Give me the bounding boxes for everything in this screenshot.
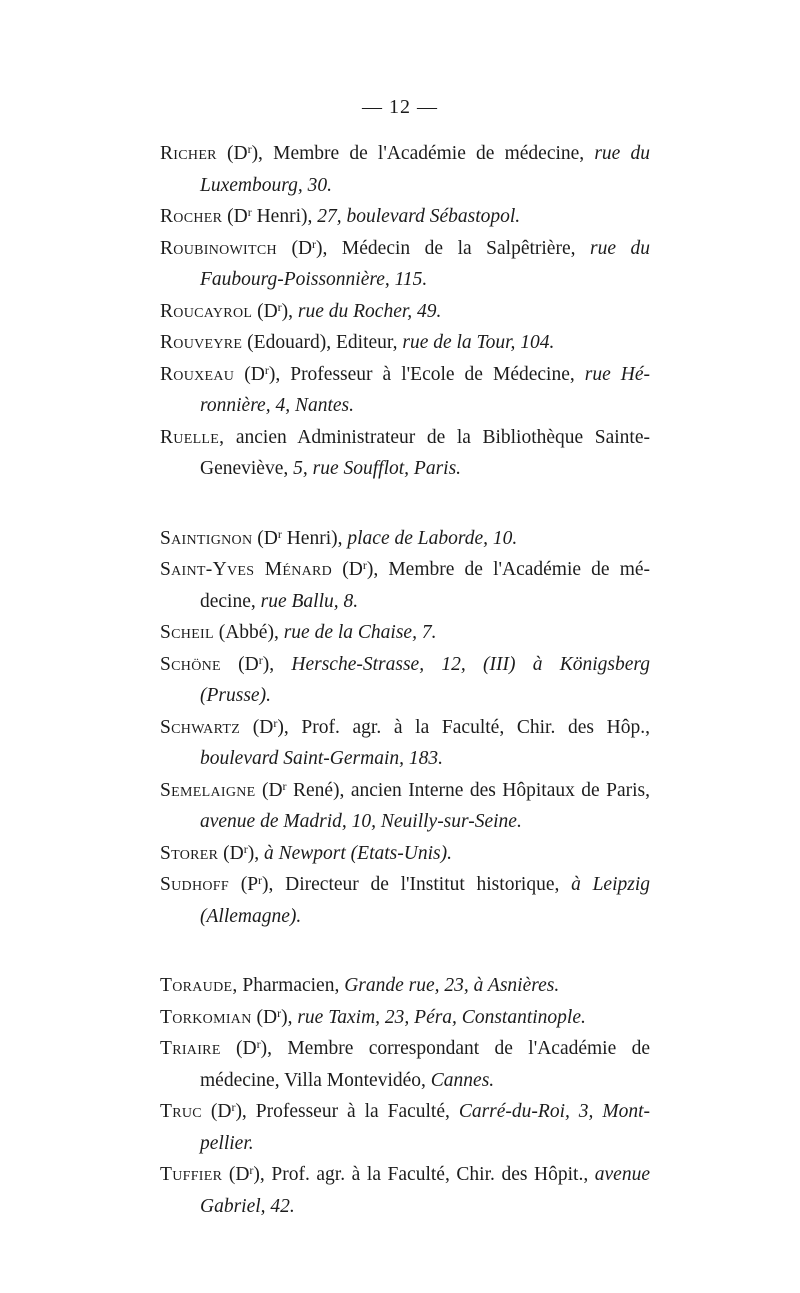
directory-entry: [160, 233, 650, 296]
directory-list: [160, 138, 650, 1222]
entry-address: rue du Rocher, 49.: [297, 300, 442, 322]
entry-name: Roucayrol: [160, 300, 253, 322]
entry-address: avenue Gabriel, 42.: [200, 1164, 650, 1217]
entry-name: Roubinowitch: [160, 237, 277, 259]
directory-entry: [160, 838, 650, 870]
entry-description: Membre correspondant de l'Académie de médecine, Villa Montevidéo,: [200, 1038, 650, 1091]
entry-description: ancien Administrateur de la Bibliothèque Sainte-Geneviève,: [200, 426, 650, 479]
entry-description: Directeur de l'Institut historique,: [273, 874, 572, 895]
entry-name: Rocher: [160, 206, 223, 227]
directory-entry: [160, 296, 650, 328]
entry-name: Rouveyre: [160, 332, 243, 353]
entry-title: $(D^r)$,: [238, 652, 275, 675]
directory-entry: [160, 327, 650, 359]
directory-entry: [160, 1033, 650, 1096]
directory-entry: [160, 138, 650, 201]
entry-name: Rouxeau: [160, 363, 235, 385]
entry-description: Editeur,: [331, 332, 403, 353]
entry-title: $(D^r)$,: [256, 1005, 293, 1028]
entry-title: $(D^r)$,: [236, 1037, 272, 1059]
section-t: [160, 970, 650, 1222]
entry-name: Schwartz: [160, 716, 241, 738]
entry-address: 5, rue Soufflot, Paris.: [293, 458, 462, 479]
entry-title: $(D^r)$,: [291, 236, 328, 259]
directory-entry: [160, 1096, 650, 1159]
entry-name: Tuffier: [160, 1164, 223, 1185]
entry-address: rue de la Tour, 104.: [402, 332, 555, 353]
entry-name: Sudhoff: [160, 874, 229, 895]
entry-address: place de Laborde, 10.: [347, 527, 518, 549]
entry-address: Carré-du-Roi, 3, Mont-pellier.: [200, 1101, 651, 1154]
entry-name: Torkomian: [160, 1006, 252, 1028]
entry-name: Ruelle,: [160, 426, 225, 448]
directory-entry: [160, 970, 650, 1002]
directory-entry: [160, 775, 650, 838]
entry-name: Storer: [160, 842, 219, 864]
directory-entry: [160, 1159, 650, 1222]
entry-address: 27, boulevard Sébastopol.: [317, 206, 521, 227]
entry-address: rue Taxim, 23, Péra, Constantinople.: [297, 1006, 586, 1028]
entry-title: $(P^r)$,: [240, 873, 274, 895]
section-r: [160, 138, 650, 485]
entry-description: Professeur à l'Ecole de Médecine,: [280, 363, 585, 385]
entry-description: Membre de l'Académie de mé-decine,: [200, 559, 651, 612]
entry-address: rue du Faubourg-Poissonnière, 115.: [200, 237, 651, 290]
entry-description: ancien Interne des Hôpitaux de Paris,: [344, 779, 651, 801]
directory-entry: [160, 554, 650, 617]
entry-title: $(D^r)$,: [257, 299, 294, 322]
entry-name: Schöne: [160, 653, 221, 675]
entry-address: à Newport (Etats-Unis).: [264, 842, 452, 864]
entry-title: (Abbé),: [218, 622, 279, 643]
entry-address: rue du Luxembourg, 30.: [200, 143, 651, 196]
entry-address: rue Ballu, 8.: [260, 590, 359, 612]
entry-address: à Leipzig (Allemagne).: [200, 874, 651, 927]
entry-name: Semelaigne: [160, 779, 256, 801]
entry-address: rue de la Chaise, 7.: [283, 622, 437, 643]
directory-entry: [160, 201, 650, 233]
entry-description: [274, 654, 291, 675]
page-number: — 12 —: [362, 96, 438, 118]
entry-title: ($D^r$ Henri),: [257, 526, 343, 549]
entry-name: Triaire: [160, 1038, 221, 1059]
entry-title: ($D^r$ René),: [261, 778, 345, 801]
entry-title: $(D^r)$,: [228, 1163, 265, 1185]
entry-name: Truc: [160, 1101, 202, 1122]
entry-address: Cannes.: [430, 1069, 495, 1091]
entry-description: Prof. agr. à la Faculté, Chir. des Hôpit.,: [264, 1164, 595, 1185]
directory-entry: [160, 869, 650, 932]
entry-name: Saint-Yves Ménard: [160, 559, 333, 580]
entry-title: $(D^r)$,: [223, 841, 260, 864]
directory-entry: [160, 422, 650, 485]
entry-address: Grande rue, 23, à Asnières.: [344, 975, 560, 996]
directory-entry: [160, 523, 650, 555]
entry-address: avenue de Madrid, 10, Neuilly-sur-Seine.: [200, 811, 522, 832]
entry-title: $(D^r)$,: [244, 362, 281, 385]
entry-description: Pharmacien,: [237, 975, 345, 996]
entry-name: Scheil: [160, 622, 214, 643]
entry-title: ($D^r$ Henri),: [227, 205, 313, 227]
entry-description: Membre de l'Académie de médecine,: [262, 143, 595, 164]
entry-title: $(D^r)$,: [210, 1100, 247, 1122]
entry-title: $(D^r)$,: [252, 715, 289, 738]
entry-address: Hersche-Strasse, 12, (III) à Königsberg (Prusse).: [200, 653, 651, 706]
entry-description: Professeur à la Faculté,: [246, 1101, 459, 1122]
entry-description: Médecin de la Salpêtrière,: [327, 237, 590, 259]
entry-name: Saintignon: [160, 527, 253, 549]
entry-address: boulevard Saint-Germain, 183.: [200, 748, 443, 769]
entry-title: (Edouard),: [247, 332, 332, 353]
entry-description: Prof. agr. à la Faculté, Chir. des Hôp.,: [288, 716, 650, 738]
entry-title: $(D^r)$,: [342, 558, 379, 580]
entry-address: rue Hé-ronnière, 4, Nantes.: [200, 363, 651, 416]
directory-entry: [160, 1002, 650, 1034]
directory-entry: [160, 359, 650, 422]
entry-name: Richer: [160, 143, 217, 164]
directory-entry: [160, 649, 650, 712]
section-s: [160, 523, 650, 933]
directory-entry: [160, 712, 650, 775]
entry-name: Toraude,: [160, 975, 238, 996]
directory-entry: [160, 617, 650, 649]
entry-title: $(D^r)$,: [226, 142, 263, 164]
